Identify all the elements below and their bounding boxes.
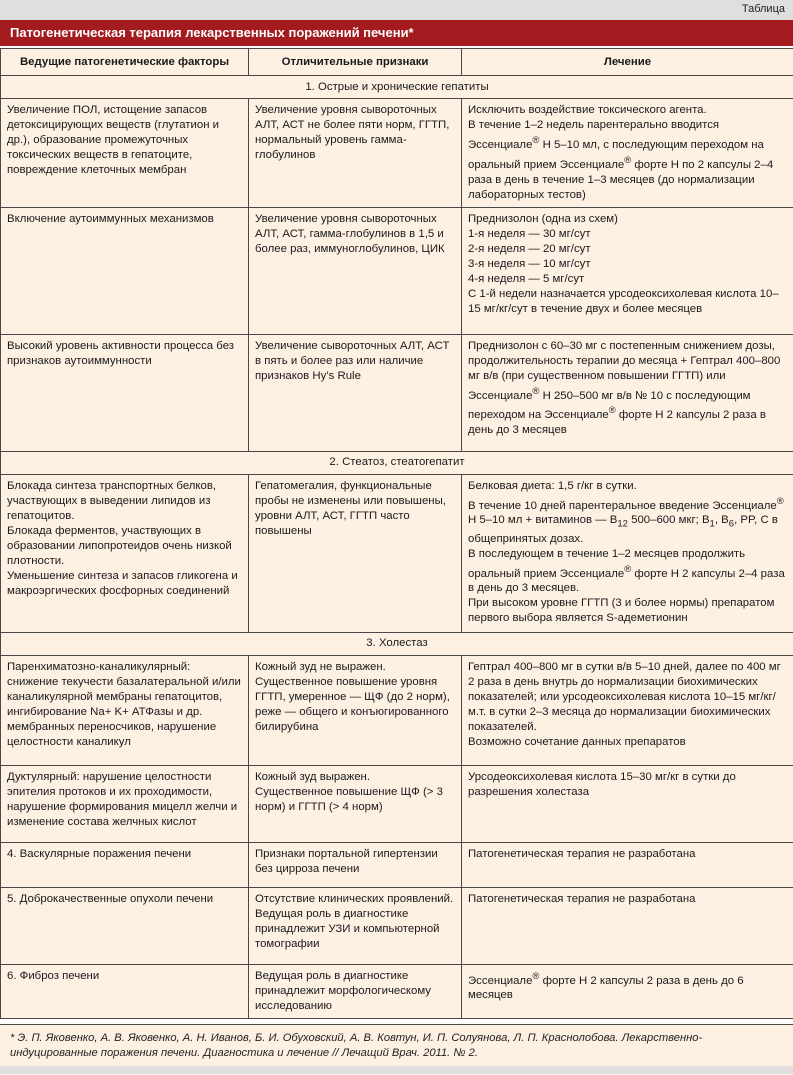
- table-row: [1, 334, 793, 451]
- therapy-table: [0, 48, 793, 1019]
- cell-signs: Увеличение уровня сывороточных АЛТ, АСТ не более пяти норм, ГГТП, нормальный уровень гамма-глобулинов: [249, 99, 462, 208]
- table-row: [1, 655, 793, 765]
- table-title: Патогенетическая терапия лекарственных поражений печени*: [10, 25, 414, 40]
- cell-signs: Гепатомегалия, функциональные пробы не изменены или повышены, уровни АЛТ, АСТ, ГГТП часто повышены: [249, 474, 462, 632]
- cell-signs: Кожный зуд выражен. Существенное повышение ЩФ (> 3 норм) и ГГТП (> 4 норм): [249, 765, 462, 842]
- cell-treatment: Патогенетическая терапия не разработана: [462, 887, 793, 964]
- cell-signs: Увеличение сывороточных АЛТ, АСТ в пять и более раз или наличие признаков Hy’s Rule: [249, 334, 462, 451]
- title-bar: [0, 20, 793, 46]
- cell-treatment: Гептрал 400–800 мг в сутки в/в 5–10 дней, далее по 400 мг 2 раза в день внутрь до нормализации биохимических показателей; или урсодеоксихолевая кислота 10–15 мг/кг/м.т. в сутки 2–3 месяца до нормализации биохимических показателей. Возможно сочетание данных препаратов: [462, 655, 793, 765]
- top-strip: [0, 0, 793, 20]
- footnote-text: * Э. П. Яковенко, А. В. Яковенко, А. Н. Иванов, Б. И. Обуховский, А. В. Ковтун, И. П. Солуянова, Л. П. Краснолобова. Лекарственно-индуцированные поражения печени. Диагностика и лечение // Лечащий Врач. 2011. № 2.: [10, 1031, 783, 1061]
- section-heading: 3. Холестаз: [1, 632, 793, 655]
- header-signs: Отличительные признаки: [249, 49, 462, 76]
- table-row: [1, 99, 793, 208]
- cell-factors: Паренхиматозно-каналикулярный: снижение текучести базалатеральной и/или каналикулярной мембраны гепатоцитов, ингибирование Na+ K+ АТФазы и др. мембранных переносчиков, нарушение целостности каналикул: [1, 655, 249, 765]
- section-row: [1, 632, 793, 655]
- cell-treatment: Урсодеоксихолевая кислота 15–30 мг/кг в сутки до разрешения холестаза: [462, 765, 793, 842]
- table-row: [1, 887, 793, 964]
- table-tag: Таблица: [742, 3, 785, 15]
- cell-treatment: Преднизолон с 60–30 мг с постепенным снижением дозы, продолжительность терапии до месяца + Гептрал 400–800 мг в/в (при существенном повышении ГГТП) или Эссенциале® Н 250–500 мг в/в № 10 с последующим переходом на Эссенциале® форте Н 2 капсулы 2 раза в день до 3 месяцев: [462, 334, 793, 451]
- section-row: [1, 76, 793, 99]
- bottom-strip: [0, 1066, 793, 1074]
- cell-signs: Отсутствие клинических проявлений. Ведущая роль в диагностике принадлежит УЗИ и компьютерной томографии: [249, 887, 462, 964]
- cell-treatment: Белковая диета: 1,5 г/кг в сутки. В течение 10 дней парентеральное введение Эссенциале® Н 5–10 мл + витаминов — $B_{12}$ 500–600 мкг; $B_1$, $B_6$, PP, C в общепринятых дозах. В последующем в течение 1–2 месяцев продолжить оральный прием Эссенциале® форте Н 2 капсулы 2–4 раза в день до 3 месяцев. При высоком уровне ГГТП (3 и более нормы) препаратом первого выбора является S-адеметионин: [462, 474, 793, 632]
- section-heading: 2. Стеатоз, стеатогепатит: [1, 451, 793, 474]
- cell-treatment: Эссенциале® форте Н 2 капсулы 2 раза в день до 6 месяцев: [462, 964, 793, 1018]
- table-row: [1, 842, 793, 887]
- header-row: [1, 49, 793, 76]
- table-row: [1, 474, 793, 632]
- header-treatment: Лечение: [462, 49, 793, 76]
- section-heading: 1. Острые и хронические гепатиты: [1, 76, 793, 99]
- cell-factors: 5. Доброкачественные опухоли печени: [1, 887, 249, 964]
- table-row: [1, 964, 793, 1018]
- table-row: [1, 765, 793, 842]
- cell-factors: Включение аутоиммунных механизмов: [1, 207, 249, 334]
- section-row: [1, 451, 793, 474]
- table-row: [1, 207, 793, 334]
- cell-signs: Увеличение уровня сывороточных АЛТ, АСТ, гамма-глобулинов в 1,5 и более раз, иммуноглобулинов, ЦИК: [249, 207, 462, 334]
- cell-signs: Ведущая роль в диагностике принадлежит морфологическому исследованию: [249, 964, 462, 1018]
- cell-factors: Высокий уровень активности процесса без признаков аутоиммунности: [1, 334, 249, 451]
- cell-factors: Блокада синтеза транспортных белков, участвующих в выведении липидов из гепатоцитов. Блокада ферментов, участвующих в образовании липопротеидов очень низкой плотности. Уменьшение синтеза и запасов гликогена и макроэргических фосфорных соединений: [1, 474, 249, 632]
- cell-treatment: Исключить воздействие токсического агента. В течение 1–2 недель парентерально вводится Эссенциале® Н 5–10 мл, с последующим переходом на оральный прием Эссенциале® форте Н по 2 капсулы 2–4 раза в день в течение 1–3 месяцев (до нормализации лабораторных тестов): [462, 99, 793, 208]
- cell-treatment: Преднизолон (одна из схем) 1-я неделя — 30 мг/сут 2-я неделя — 20 мг/сут 3-я неделя — 10 мг/сут 4-я неделя — 5 мг/сут С 1-й недели назначается урсодеоксихолевая кислота 10–15 мг/кг/сут в течение двух и более месяцев: [462, 207, 793, 334]
- cell-signs: Кожный зуд не выражен. Существенное повышение уровня ГГТП, умеренное — ЩФ (до 2 норм), реже — общего и конъюгированного билирубина: [249, 655, 462, 765]
- cell-treatment: Патогенетическая терапия не разработана: [462, 842, 793, 887]
- cell-signs: Признаки портальной гипертензии без цирроза печени: [249, 842, 462, 887]
- cell-factors: 4. Васкулярные поражения печени: [1, 842, 249, 887]
- header-factors: Ведущие патогенетические факторы: [1, 49, 249, 76]
- cell-factors: Увеличение ПОЛ, истощение запасов детоксицирующих веществ (глутатион и др.), образование промежуточных токсических веществ в гепатоците, повреждение клеточных мембран: [1, 99, 249, 208]
- cell-factors: Дуктулярный: нарушение целостности эпителия протоков и их проходимости, нарушение формирования мицелл желчи и изменение состава желчных кислот: [1, 765, 249, 842]
- cell-factors: 6. Фиброз печени: [1, 964, 249, 1018]
